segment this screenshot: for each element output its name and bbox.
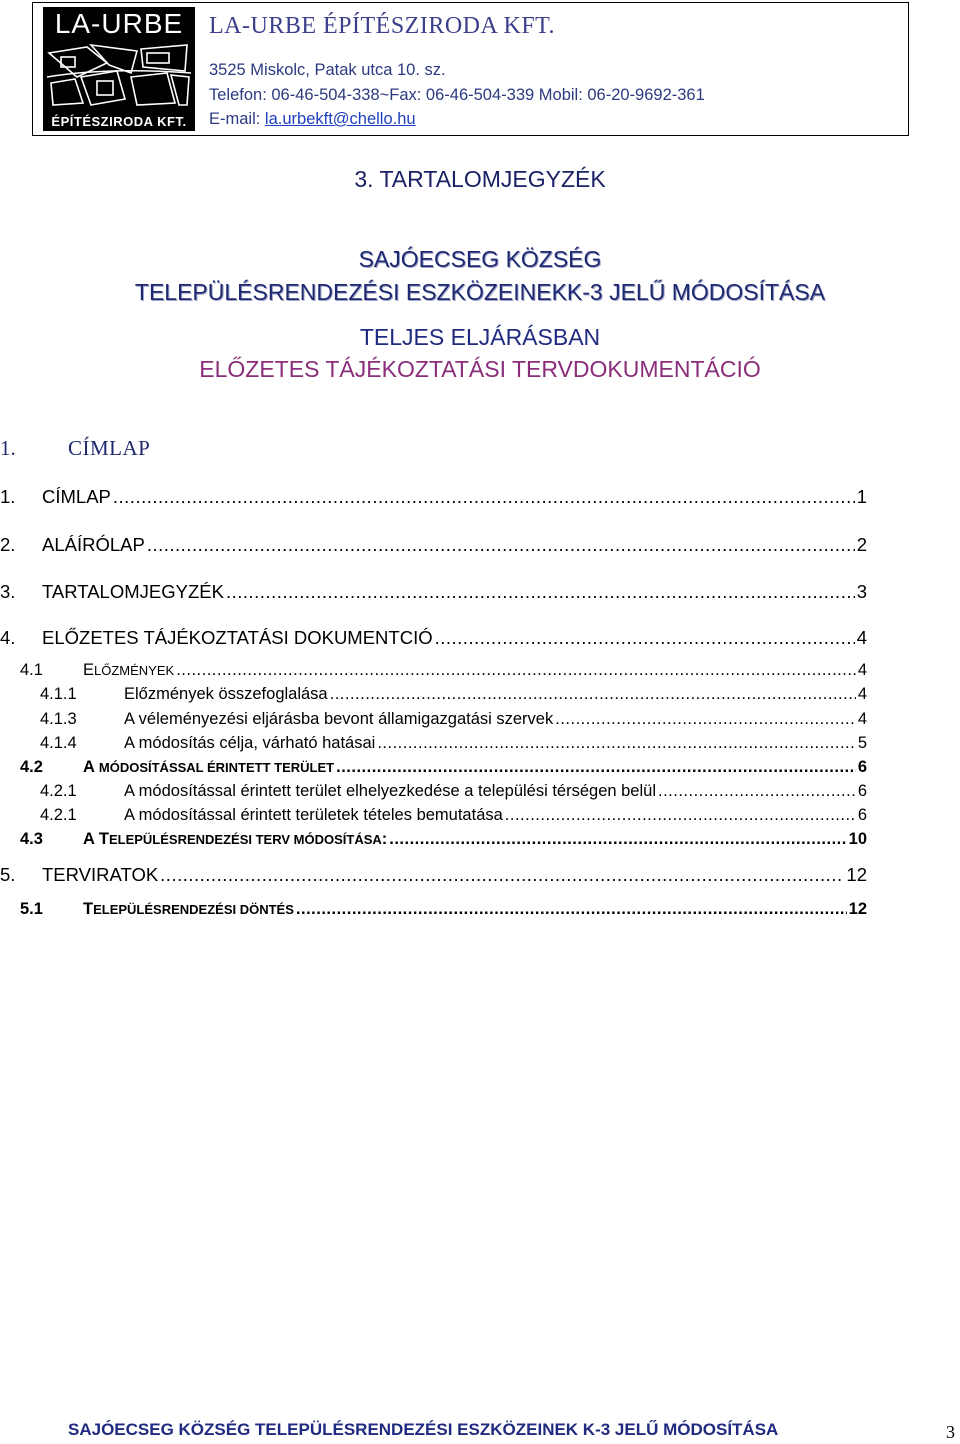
page-number: 3 [946, 1422, 955, 1442]
toc-number: 4.1.3 [40, 710, 77, 728]
toc-title: ELŐZMÉNYEK [83, 661, 175, 679]
toc-page: 6 [857, 782, 867, 800]
toc-number: 1. [0, 486, 16, 507]
toc-leader [555, 710, 856, 729]
toc-entry[interactable] [0, 758, 867, 777]
document-heading: 3. TARTALOMJEGYZÉK [354, 166, 606, 192]
toc-entry[interactable] [0, 864, 867, 886]
toc-leader [176, 661, 856, 680]
toc-number: 4.1.4 [40, 734, 77, 752]
toc-entry[interactable] [0, 661, 867, 680]
toc-title: Előzmények összefoglalása [124, 685, 328, 703]
toc-entry[interactable] [0, 734, 867, 753]
toc-title: A TELEPÜLÉSRENDEZÉSI TERV MÓDOSÍTÁSA: [83, 830, 388, 848]
toc-title: TERVIRATOK [42, 864, 159, 885]
toc-title: A módosítással érintett területek tételes bemutatása [124, 806, 503, 824]
toc-entry[interactable] [0, 627, 867, 649]
toc-leader [160, 864, 844, 886]
company-phone: Telefon: 06-46-504-338~Fax: 06-46-504-339 Mobil: 06-20-9692-361 [209, 86, 705, 104]
toc-page: 12 [848, 900, 867, 918]
logo-name: LA-URBE [54, 8, 184, 39]
company-address: 3525 Miskolc, Patak utca 10. sz. [209, 61, 446, 79]
title-line-3: TELJES ELJÁRÁSBAN [359, 324, 601, 350]
toc-title: ELŐZETES TÁJÉKOZTATÁSI DOKUMENTCIÓ [42, 627, 433, 648]
toc-number: 4.1 [20, 661, 43, 679]
title-line-2: TELEPÜLÉSRENDEZÉSI ESZKÖZEINEKK-3 JELŰ MÓDOSÍTÁSA [134, 279, 826, 305]
toc-title: A MÓDOSÍTÁSSAL ÉRINTETT TERÜLET [83, 758, 335, 776]
toc-page: 4 [857, 685, 867, 703]
toc-page: 12 [846, 864, 867, 885]
toc-number: 5.1 [20, 900, 43, 918]
toc-leader [336, 758, 856, 777]
toc-page: 2 [856, 534, 867, 555]
logo-subtitle: ÉPÍTÉSZIRODA KFT. [51, 114, 187, 129]
toc-entry[interactable] [0, 710, 867, 729]
toc-leader [389, 830, 846, 849]
toc-number: 4.1.1 [40, 685, 77, 703]
toc-entry[interactable] [0, 685, 867, 704]
page-footer: SAJÓECSEG KÖZSÉG TELEPÜLÉSRENDEZÉSI ESZKÖZEINEK K-3 JELŰ MÓDOSÍTÁSA [68, 1420, 779, 1439]
company-email-line [209, 110, 416, 129]
toc-page: 6 [857, 758, 867, 776]
toc-page: 5 [857, 734, 867, 752]
toc-number: 3. [0, 581, 16, 602]
title-line-4: ELŐZETES TÁJÉKOZTATÁSI TERVDOKUMENTÁCIÓ [199, 356, 761, 382]
toc-leader [377, 734, 856, 753]
toc-leader [147, 534, 855, 556]
toc-number: 4.2.1 [40, 806, 77, 824]
toc-title: TELEPÜLÉSRENDEZÉSI DÖNTÉS [83, 900, 294, 918]
company-name: LA-URBE ÉPÍTÉSZIRODA KFT. [209, 13, 556, 39]
toc-entry[interactable] [0, 830, 867, 849]
toc-leader [226, 581, 855, 603]
toc-title: A véleményezési eljárásba bevont államigazgatási szervek [124, 710, 554, 728]
toc-number: 4.2.1 [40, 782, 77, 800]
section-number: 1. [0, 436, 16, 460]
toc-title: A módosítással érintett terület elhelyezkedése a települési térségen belül [124, 782, 656, 800]
toc-leader [330, 685, 856, 704]
toc-page: 3 [856, 581, 867, 602]
toc-number: 4.3 [20, 830, 43, 848]
map-icon [47, 43, 191, 109]
toc-page: 4 [857, 661, 867, 679]
toc-leader [296, 900, 847, 919]
title-line-1: SAJÓECSEG KÖZSÉG [358, 246, 602, 272]
toc-title: CÍMLAP [42, 486, 111, 507]
letterhead [32, 2, 909, 136]
company-logo [43, 7, 195, 131]
toc-entry[interactable] [0, 900, 867, 919]
toc-title: A módosítás célja, várható hatásai [124, 734, 376, 752]
toc-leader [658, 782, 856, 801]
section-heading [0, 436, 151, 461]
toc-entry[interactable] [0, 782, 867, 801]
toc-number: 5. [0, 864, 16, 885]
toc-title: ALÁÍRÓLAP [42, 534, 145, 555]
toc-page: 10 [848, 830, 867, 848]
section-label: CÍMLAP [68, 436, 151, 460]
toc-page: 1 [856, 486, 867, 507]
toc-leader [113, 486, 855, 508]
toc-entry[interactable] [0, 534, 867, 556]
toc-number: 4.2 [20, 758, 43, 776]
toc-page: 4 [856, 627, 867, 648]
toc-leader [505, 806, 856, 825]
toc-page: 6 [857, 806, 867, 824]
email-label: E-mail: [209, 110, 265, 128]
toc-entry[interactable] [0, 581, 867, 603]
toc-leader [435, 627, 855, 649]
toc-number: 4. [0, 627, 16, 648]
toc-entry[interactable] [0, 486, 867, 508]
email-link[interactable]: la.urbekft@chello.hu [264, 110, 416, 128]
toc-entry[interactable] [0, 806, 867, 825]
toc-number: 2. [0, 534, 16, 555]
toc-title: TARTALOMJEGYZÉK [42, 581, 224, 602]
toc-page: 4 [857, 710, 867, 728]
